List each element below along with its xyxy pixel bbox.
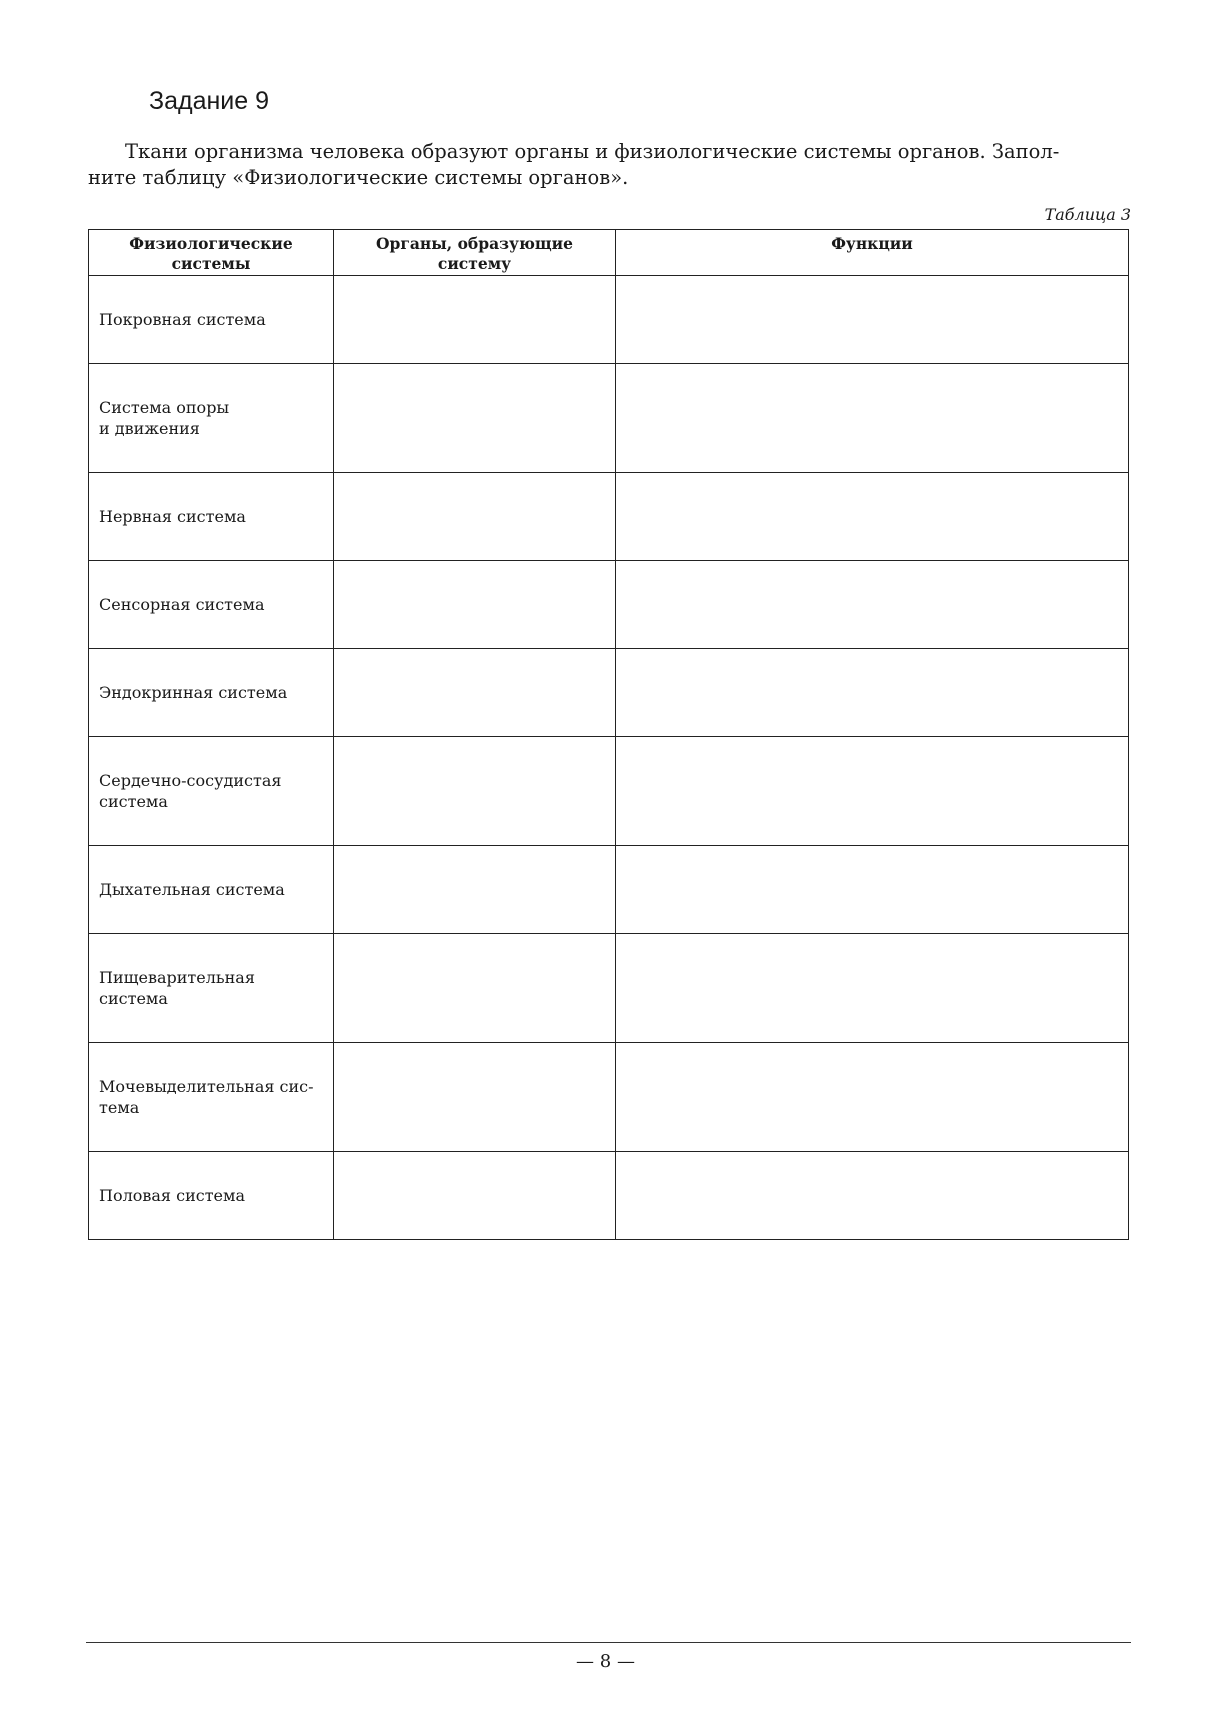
header-systems-line-1: Физиологические	[129, 234, 293, 253]
header-functions-label: Функции	[831, 234, 913, 253]
footer-divider	[86, 1642, 1131, 1643]
functions-answer-cell[interactable]	[616, 737, 1129, 846]
organs-answer-cell[interactable]	[334, 473, 616, 561]
task-title: Задание 9	[149, 87, 270, 115]
organs-answer-cell[interactable]	[334, 649, 616, 737]
table-row	[89, 846, 1129, 934]
organs-answer-cell[interactable]	[334, 276, 616, 364]
organs-answer-cell[interactable]	[334, 364, 616, 473]
functions-answer-cell[interactable]	[616, 364, 1129, 473]
table-row	[89, 934, 1129, 1043]
system-name-cell	[89, 1043, 334, 1152]
table-header-row	[89, 230, 1129, 276]
system-name-line-1: Покровная система	[99, 310, 266, 329]
system-name-line-1: Дыхательная система	[99, 880, 285, 899]
table-row	[89, 737, 1129, 846]
system-name-line-2: и движения	[99, 419, 200, 438]
header-organs-line-1: Органы, образующие	[376, 234, 573, 253]
system-name-cell	[89, 561, 334, 649]
header-systems-line-2: системы	[171, 254, 251, 273]
organs-answer-cell[interactable]	[334, 737, 616, 846]
system-name-line-1: Половая система	[99, 1186, 245, 1205]
system-name-line-1: Эндокринная система	[99, 683, 288, 702]
system-name-cell	[89, 846, 334, 934]
system-name-cell	[89, 1152, 334, 1240]
table-row	[89, 1152, 1129, 1240]
header-systems	[89, 230, 334, 276]
system-name-cell	[89, 934, 334, 1043]
functions-answer-cell[interactable]	[616, 276, 1129, 364]
system-name-line-1: Система опоры	[99, 398, 230, 417]
organs-answer-cell[interactable]	[334, 561, 616, 649]
table-row	[89, 473, 1129, 561]
table-row	[89, 364, 1129, 473]
functions-answer-cell[interactable]	[616, 846, 1129, 934]
table-row	[89, 561, 1129, 649]
organs-answer-cell[interactable]	[334, 1043, 616, 1152]
organs-answer-cell[interactable]	[334, 846, 616, 934]
organs-answer-cell[interactable]	[334, 1152, 616, 1240]
functions-answer-cell[interactable]	[616, 473, 1129, 561]
header-organs-line-2: систему	[437, 254, 512, 273]
physiological-systems-table	[88, 229, 1129, 1240]
functions-answer-cell[interactable]	[616, 1043, 1129, 1152]
system-name-cell	[89, 276, 334, 364]
table-caption: Таблица 3	[1044, 205, 1131, 224]
system-name-line-1: Сердечно-сосудистая	[99, 771, 282, 790]
system-name-line-1: Пищеварительная	[99, 968, 255, 987]
functions-answer-cell[interactable]	[616, 934, 1129, 1043]
functions-answer-cell[interactable]	[616, 1152, 1129, 1240]
system-name-line-1: Сенсорная система	[99, 595, 265, 614]
task-instructions	[88, 139, 1131, 191]
system-name-cell	[89, 473, 334, 561]
instructions-line-1: Ткани организма человека образуют органы и физиологические системы органов. Запол-	[125, 140, 1060, 163]
system-name-line-2: тема	[99, 1098, 140, 1117]
system-name-cell	[89, 737, 334, 846]
page-number: — 8 —	[576, 1651, 635, 1672]
system-name-line-1: Нервная система	[99, 507, 246, 526]
system-name-line-2: система	[99, 792, 168, 811]
table-row	[89, 1043, 1129, 1152]
system-name-line-1: Мочевыделительная сис-	[99, 1077, 314, 1096]
functions-answer-cell[interactable]	[616, 649, 1129, 737]
table-row	[89, 649, 1129, 737]
system-name-cell	[89, 364, 334, 473]
header-functions	[616, 230, 1129, 276]
functions-answer-cell[interactable]	[616, 561, 1129, 649]
header-organs	[334, 230, 616, 276]
system-name-cell	[89, 649, 334, 737]
system-name-line-2: система	[99, 989, 168, 1008]
instructions-line-2: ните таблицу «Физиологические системы органов».	[88, 166, 629, 189]
table-row	[89, 276, 1129, 364]
organs-answer-cell[interactable]	[334, 934, 616, 1043]
